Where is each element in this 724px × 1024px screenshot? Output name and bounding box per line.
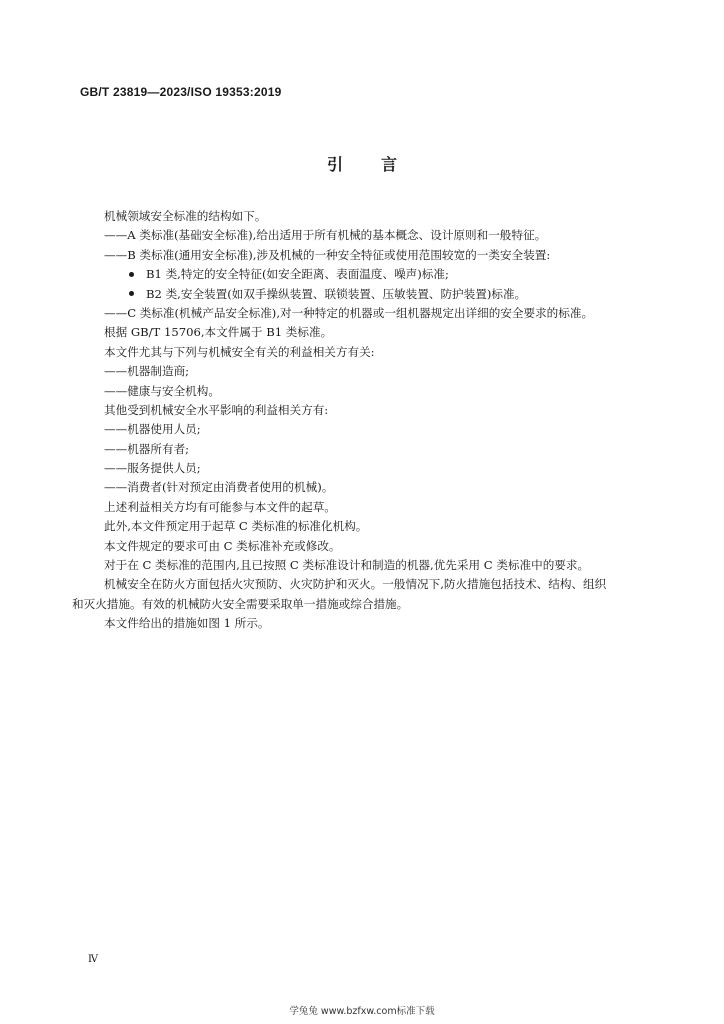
page-title [0,152,724,175]
bullet-text: B2 类,安全装置(如双手操纵装置、联锁装置、压敏装置、防护装置)标准。 [146,286,527,301]
bullet-item [88,265,648,284]
title-char-2: 言 [381,155,398,174]
paragraph: 根据 GB/T 15706,本文件属于 B1 类标准。 [104,325,333,340]
paragraph-continuation: 和灭火措施。有效的机械防火安全需要采取单一措施或综合措施。 [72,596,409,611]
list-item: ——A 类标准(基础安全标准),给出适用于所有机械的基本概念、设计原则和一般特征。 [104,228,547,243]
paragraph: 此外,本文件预定用于起草 C 类标准的标准化机构。 [104,519,368,534]
list-item: ——B 类标准(通用安全标准),涉及机械的一种安全特征或使用范围较宽的一类安全装置: [104,247,551,262]
list-item: ——C 类标准(机械产品安全标准),对一种特定的机器或一组机器规定出详细的安全要求的标准。 [104,305,594,320]
title-char-1: 引 [326,155,343,174]
paragraph: 本文件尤其与下列与机械安全有关的利益相关方有关: [104,344,375,359]
list-item: ——健康与安全机构。 [104,383,220,398]
list-item: ——机器使用人员; [104,422,201,437]
list-item: ——服务提供人员; [104,461,201,476]
bullet-text: B1 类,特定的安全特征(如安全距离、表面温度、噪声)标准; [146,267,449,282]
list-item: ——消费者(针对预定由消费者使用的机械)。 [104,480,334,495]
paragraph: 机械安全在防火方面包括火灾预防、火灾防护和灭火。一般情况下,防火措施包括技术、结构、组织 [104,577,607,592]
paragraph: 本文件给出的措施如图 1 所示。 [104,616,270,631]
paragraph: 其他受到机械安全水平影响的利益相关方有: [104,402,329,417]
list-item: ——机器所有者; [104,441,190,456]
paragraph: 本文件规定的要求可由 C 类标准补充或修改。 [104,538,341,553]
page-number: Ⅳ [88,954,98,965]
bullet-icon [129,291,134,296]
document-code: GB/T 23819—2023/ISO 19353:2019 [80,85,282,99]
paragraph: 对于在 C 类标准的范围内,且已按照 C 类标准设计和制造的机器,优先采用 C 类标准中的要求。 [104,558,590,573]
footer-watermark: 学兔兔 www.bzfxw.com标准下载 [289,1006,435,1017]
introduction-body [72,207,648,634]
paragraph: 机械领域安全标准的结构如下。 [104,209,267,223]
bullet-icon [129,272,134,277]
paragraph: 上述利益相关方均有可能参与本文件的起草。 [104,499,336,514]
bullet-item [88,285,648,304]
list-item: ——机器制造商; [104,364,190,379]
